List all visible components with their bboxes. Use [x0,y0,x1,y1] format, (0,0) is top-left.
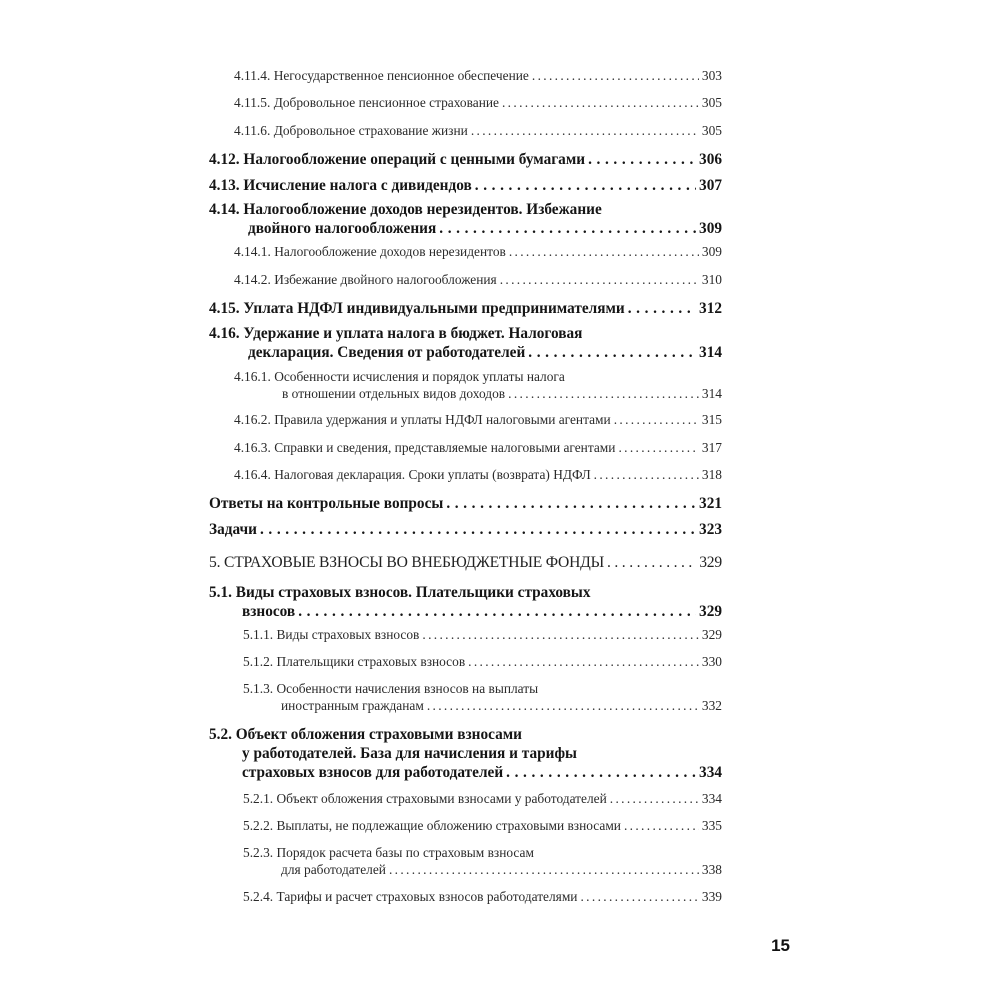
toc-entry-title: Плательщики страховых взносов [276,654,466,669]
dot-leader [508,385,699,402]
toc-entry-number: 4.11.4. [234,68,271,83]
dot-leader [389,861,699,878]
dot-leader [427,697,699,714]
toc-entry-page: 315 [701,412,722,427]
toc-entry-title: Виды страховых взносов [276,627,420,642]
toc-entry-title: Ответы на контрольные вопросы [209,495,444,512]
dot-leader [628,299,696,318]
toc-entry-4-16-4[interactable] [234,466,722,483]
toc-entry-title-line1: Виды страховых взносов. Плательщики страховых [235,584,591,601]
dot-leader [260,520,696,539]
toc-entry-page: 305 [701,123,722,138]
dot-leader [298,602,696,621]
toc-entry-number: 4.11.6. [234,123,271,138]
toc-entry-title: Справки и сведения, представляемые налоговыми агентами [274,440,616,455]
toc-entry-4-11-4[interactable] [234,67,722,84]
dot-leader [471,122,699,139]
toc-entry-page: 318 [701,467,722,482]
dot-leader [610,790,699,807]
toc-entry-4-12[interactable] [209,150,722,169]
dot-leader [468,653,699,670]
toc-entry-page: 309 [699,220,722,237]
toc-entry-number: 4.15. [209,300,240,317]
toc-entry-page: 323 [699,521,722,538]
toc-entry-title: Выплаты, не подлежащие обложению страховыми взносами [276,818,621,833]
toc-entry-title: 5. СТРАХОВЫЕ ВЗНОСЫ ВО ВНЕБЮДЖЕТНЫЕ ФОНДЫ [209,554,605,571]
toc-entry-title-line1: Объект обложения страховыми взносами [235,726,522,743]
dot-leader [580,888,698,905]
toc-entry-page: 314 [701,386,722,401]
dot-leader [532,67,699,84]
toc-entry-page: 338 [701,862,722,877]
toc-entry-number: 4.13. [209,177,240,194]
toc-entry-page: 305 [701,95,722,110]
toc-entry-number: 5.1.1. [243,627,274,642]
toc-entry-number: 4.14. [209,201,240,218]
toc-entry-title-line2: у работодателей. База для начисления и тарифы [242,745,577,762]
page-number: 15 [771,936,790,955]
toc-entry-5-2-3[interactable] [243,844,722,878]
toc-entry-4-11-6[interactable] [234,122,722,139]
toc-entry-5-2-2[interactable] [243,817,722,834]
toc-entry-title: Исчисление налога с дивидендов [243,177,472,194]
toc-entry-number: 4.16.1. [234,369,271,384]
toc-entry-title-line1: Удержание и уплата налога в бюджет. Налоговая [243,325,583,342]
toc-entry-5-1-1[interactable] [243,626,722,643]
toc-entry-title-line3: страховых взносов для работодателей [242,764,504,781]
toc-entry-4-15[interactable] [209,299,722,318]
toc-entry-title: Задачи [209,521,257,538]
toc-entry-title-line2: двойного налогообложения [248,220,437,237]
toc-entry-page: 334 [701,791,722,806]
toc-entry-5-2[interactable] [209,725,722,782]
toc-entry-4-14[interactable] [209,200,722,238]
toc-entry-title-line1: Особенности начисления взносов на выплаты [276,681,539,696]
toc-entry-page: 329 [699,603,722,620]
toc-entry-page: 312 [699,300,722,317]
toc-entry-5-1-2[interactable] [243,653,722,670]
toc-entry-page: 307 [699,177,722,194]
dot-leader [502,94,699,111]
dot-leader [618,439,698,456]
toc-entry-number: 5.2.4. [243,889,274,904]
toc-entry-title-line2: в отношении отдельных видов доходов [282,386,506,401]
dot-leader [506,763,696,782]
toc-entry-page: 334 [699,764,722,781]
toc-entry-title: Тарифы и расчет страховых взносов работодателями [276,889,578,904]
toc-entry-title: Объект обложения страховыми взносами у работодателей [276,791,607,806]
toc-entry-4-14-1[interactable] [234,243,722,260]
toc-entry-4-16[interactable] [209,324,722,362]
toc-entry-page: 332 [701,698,722,713]
dot-leader [439,219,696,238]
dot-leader [422,626,699,643]
toc-entry-page: 329 [701,627,722,642]
toc-entry-4-14-2[interactable] [234,271,722,288]
dot-leader [614,411,699,428]
toc-entry-page: 314 [699,344,722,361]
toc-entry-page: 317 [701,440,722,455]
toc-entry-number: 4.16.4. [234,467,271,482]
toc-entry-number: 5.1.3. [243,681,274,696]
dot-leader [528,343,696,362]
toc-entry-page: 330 [701,654,722,669]
toc-entry-5-2-4[interactable] [243,888,722,905]
toc-entry-number: 4.16.3. [234,440,271,455]
toc-entry-4-16-3[interactable] [234,439,722,456]
toc-chapter-5[interactable] [209,553,722,573]
toc-entry-number: 4.11.5. [234,95,271,110]
toc-entry-title: Правила удержания и уплаты НДФЛ налоговыми агентами [274,412,611,427]
toc-entry-page: 310 [701,272,722,287]
toc-entry-4-16-2[interactable] [234,411,722,428]
dot-leader [607,553,696,573]
toc-entry-title-line1: Налогообложение доходов нерезидентов. Избежание [243,201,602,218]
toc-entry-number: 5.2. [209,726,232,743]
toc-entry-4-16-1[interactable] [234,368,722,402]
toc-entry-title-line1: Особенности исчисления и порядок уплаты налога [274,369,565,384]
toc-entry-answers[interactable] [209,494,722,513]
toc-entry-tasks[interactable] [209,520,722,539]
toc-entry-page: 306 [699,151,722,168]
toc-entry-page: 339 [701,889,722,904]
toc-entry-4-11-5[interactable] [234,94,722,111]
toc-entry-title: Добровольное пенсионное страхование [273,95,499,110]
toc-entry-number: 4.16. [209,325,240,342]
toc-entry-title: Добровольное страхование жизни [273,123,468,138]
toc-entry-number: 5.2.3. [243,845,274,860]
toc-entry-number: 4.14.2. [234,272,271,287]
toc-entry-title-line1: Порядок расчета базы по страховым взносам [276,845,534,860]
toc-entry-page: 309 [701,244,722,259]
dot-leader [446,494,696,513]
toc-entry-5-1-3[interactable] [243,680,722,714]
toc-entry-number: 5.2.2. [243,818,274,833]
dot-leader [475,176,696,195]
toc-entry-number: 5.2.1. [243,791,274,806]
toc-entry-title: Негосударственное пенсионное обеспечение [273,68,529,83]
toc-entry-number: 5.1. [209,584,232,601]
toc-entry-page: 303 [701,68,722,83]
dot-leader [594,466,699,483]
toc-entry-number: 4.12. [209,151,240,168]
toc-entry-number: 5.1.2. [243,654,274,669]
toc-entry-title: Уплата НДФЛ индивидуальными предпринимателями [243,300,625,317]
toc-entry-title-line2: иностранным гражданам [281,698,424,713]
toc-entry-title: Налогообложение доходов нерезидентов [274,244,506,259]
toc-entry-title-line2: декларация. Сведения от работодателей [248,344,526,361]
toc-entry-page: 321 [699,495,722,512]
toc-entry-title-line2: для работодателей [281,862,386,877]
toc-entry-title-line2: взносов [242,603,296,620]
dot-leader [509,243,699,260]
toc-entry-5-1[interactable] [209,583,722,621]
toc-entry-page: 335 [701,818,722,833]
toc-entry-title: Налогообложение операций с ценными бумагами [243,151,586,168]
dot-leader [500,271,699,288]
toc-entry-title: Налоговая декларация. Сроки уплаты (возврата) НДФЛ [274,467,591,482]
toc-entry-page: 329 [699,554,722,571]
toc-entry-title: Избежание двойного налогообложения [274,272,497,287]
toc-entry-number: 4.16.2. [234,412,271,427]
dot-leader [624,817,699,834]
toc-entry-5-2-1[interactable] [243,790,722,807]
toc-entry-4-13[interactable] [209,176,722,195]
dot-leader [588,150,696,169]
toc-entry-number: 4.14.1. [234,244,271,259]
